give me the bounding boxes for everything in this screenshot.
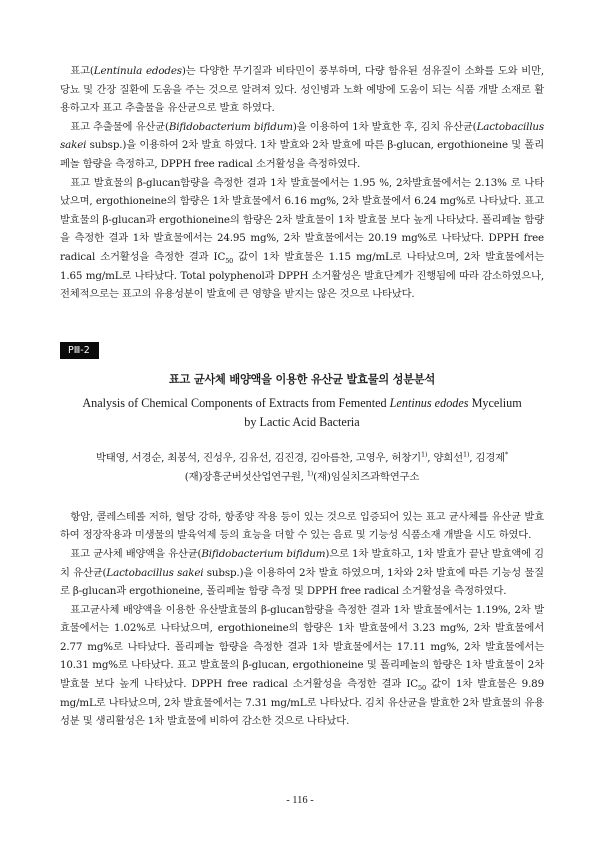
superscript: * xyxy=(505,450,509,459)
text: Mycelium xyxy=(468,395,522,410)
text: 박태영, 서경순, 최봉석, 진성우, 김유선, 김진경, 김아름찬, 고영우, 허창기 xyxy=(95,451,422,464)
text: (재)임실치즈과학연구소 xyxy=(313,470,420,483)
text: Analysis of Chemical Components of Extracts from Femented xyxy=(82,395,390,410)
text: 표고균사체 배양액을 이용한 유산발효물의 β-glucan함량을 측정한 결과 1차 발효물에서는 1.19%, 2차 발효물에서는 1.02%로 나타났으며, ergothioneine의 함량은 1차 발효물에서 3.23 mg%, 2차 발효물에서 2.77 mg%로 나타났다. 폴리페놀 함량을 측정한 결과 1차 발효물에서는 17.11 mg%, 2차 발효물에서는 10.31 mg%로 나타났다. 표고 발효물의 β-glucan, ergothioneine 및 폴리페놀의 함량은 1차 발효물이 2차 발효물 보다 높게 나타났다. DPPH free radical 소거활성을 측정한 결과 IC xyxy=(60,603,544,691)
subscript: 50 xyxy=(225,256,234,265)
body-paragraph-1: 항암, 콜레스테롤 저하, 혈당 강하, 항종양 작용 등이 있는 것으로 입증되어 있는 표고 균사체를 유산균 발효하여 정장작용과 미생물의 발육억제 등의 효능을 더할 수 있는 음료 및 기능성 식품소재 개발을 시도 하였다. xyxy=(60,510,544,542)
intro-paragraph-3 xyxy=(60,174,544,304)
text: subsp.)을 이용하여 2차 발효 하였다. 1차 발효와 2차 발효에 따른 β-glucan, ergothioneine 및 폴리페놀 함량을 측정하고, DPPH free radical 소거활성을 측정하였다. xyxy=(60,139,544,170)
text: by Lactic Acid Bacteria xyxy=(244,414,360,429)
page-number: - 116 - xyxy=(286,795,314,806)
text: subsp.)을 이용하여 2차 발효 하였으며, 1차와 2차 발효에 따른 기능성 물질로 β-glucan과 ergothioneine, 폴리페놀 함량 측정 및 DPPH free radical 소거활성을 측정하였다. xyxy=(60,566,544,598)
text: , 양희선 xyxy=(427,451,464,464)
species-name: Lentinula edodes xyxy=(93,65,182,77)
affiliation xyxy=(60,468,544,486)
english-title xyxy=(60,394,544,432)
korean-title: 표고 균사체 배양액을 이용한 유산균 발효물의 성분분석 xyxy=(168,371,436,386)
species-name: Lactobacillus sakei xyxy=(106,566,204,579)
intro-paragraph-1 xyxy=(60,62,544,118)
superscript: 1) xyxy=(421,450,428,459)
species-name: Lactobacillus sakei xyxy=(60,120,544,152)
species-name: Bifidobacterium bifidum xyxy=(168,120,293,133)
text: 표고 추출물에 유산균( xyxy=(70,120,169,133)
intro-paragraph-2 xyxy=(60,118,544,174)
text: )는 다양한 무기질과 비타민이 풍부하며, 다량 함유된 섬유질이 소화를 도와 비만, 당뇨 및 간장 질환에 도움을 주는 것으로 알려져 있다. 성인병과 노화 예방에 도움이 되는 식품 개발 소재로 활용하고자 표고 추출물을 유산균으로 발효 하였다. xyxy=(60,65,545,115)
superscript: 1) xyxy=(463,450,470,459)
text: 값이 1차 발효물은 9.89 mg/mL로 나타났으며, 2차 발효물에서는 7.31 mg/mL로 나타났다. 김치 유산균을 발효한 2차 발효물의 유용성분 및 생리활성은 1차 발효물에 비하여 감소한 것으로 나타났다. xyxy=(60,678,544,728)
text: 값이 1차 발효물은 1.15 mg/mL로 나타났으며, 2차 발효물에서는 1.65 mg/mL로 나타났다. Total polyphenol과 DPPH 소거활성은 발효단계가 진행됨에 따라 감소하였으나, 전체적으로는 표고의 유용성분이 발효에 큰 영향을 받지는 않은 것으로 나타났다. xyxy=(60,250,544,301)
text: 표고 균사체 배양액을 유산균( xyxy=(70,547,202,560)
superscript: 1) xyxy=(306,469,314,478)
species-name: Bifidobacterium bifidum xyxy=(201,547,326,560)
text: 표고 발효물의 β-glucan함량을 측정한 결과 1차 발효물에서는 1.95 %, 2차발효물에서는 2.13% 로 나타났으며, ergothioneine의 함량은 1차 발효물에서 6.16 mg%, 2차 발효물에서 6.24 mg%로 나타났다. 표고 발효물의 β-glucan과 ergothioneine의 함량은 2차 발효물이 1차 발효물 보다 높게 나타났다. 폴리페놀 함량을 측정한 결과 1차 발효물에서는 24.95 mg%, 2차 발효물에서는 20.19 mg%로 나타났다. DPPH free radical 소거활성을 측정한 결과 IC xyxy=(60,176,544,263)
text: 표고( xyxy=(70,65,94,77)
species-name: Lentinus edodes xyxy=(389,395,469,410)
author-list xyxy=(60,448,544,468)
text: (재)장흥군버섯산업연구원, xyxy=(184,470,307,483)
subscript: 50 xyxy=(418,684,427,693)
text: )으로 1차 발효하고, 1차 발효가 끝난 발효액에 김치 유산균( xyxy=(60,547,544,579)
body-paragraph-2 xyxy=(60,545,544,601)
body-paragraph-3 xyxy=(60,601,544,731)
section-tag: PⅢ-2 xyxy=(60,342,99,359)
text: , 김경제 xyxy=(469,451,506,464)
text: )을 이용하여 1차 발효한 후, 김치 유산균( xyxy=(292,120,477,133)
document-page xyxy=(60,62,544,731)
